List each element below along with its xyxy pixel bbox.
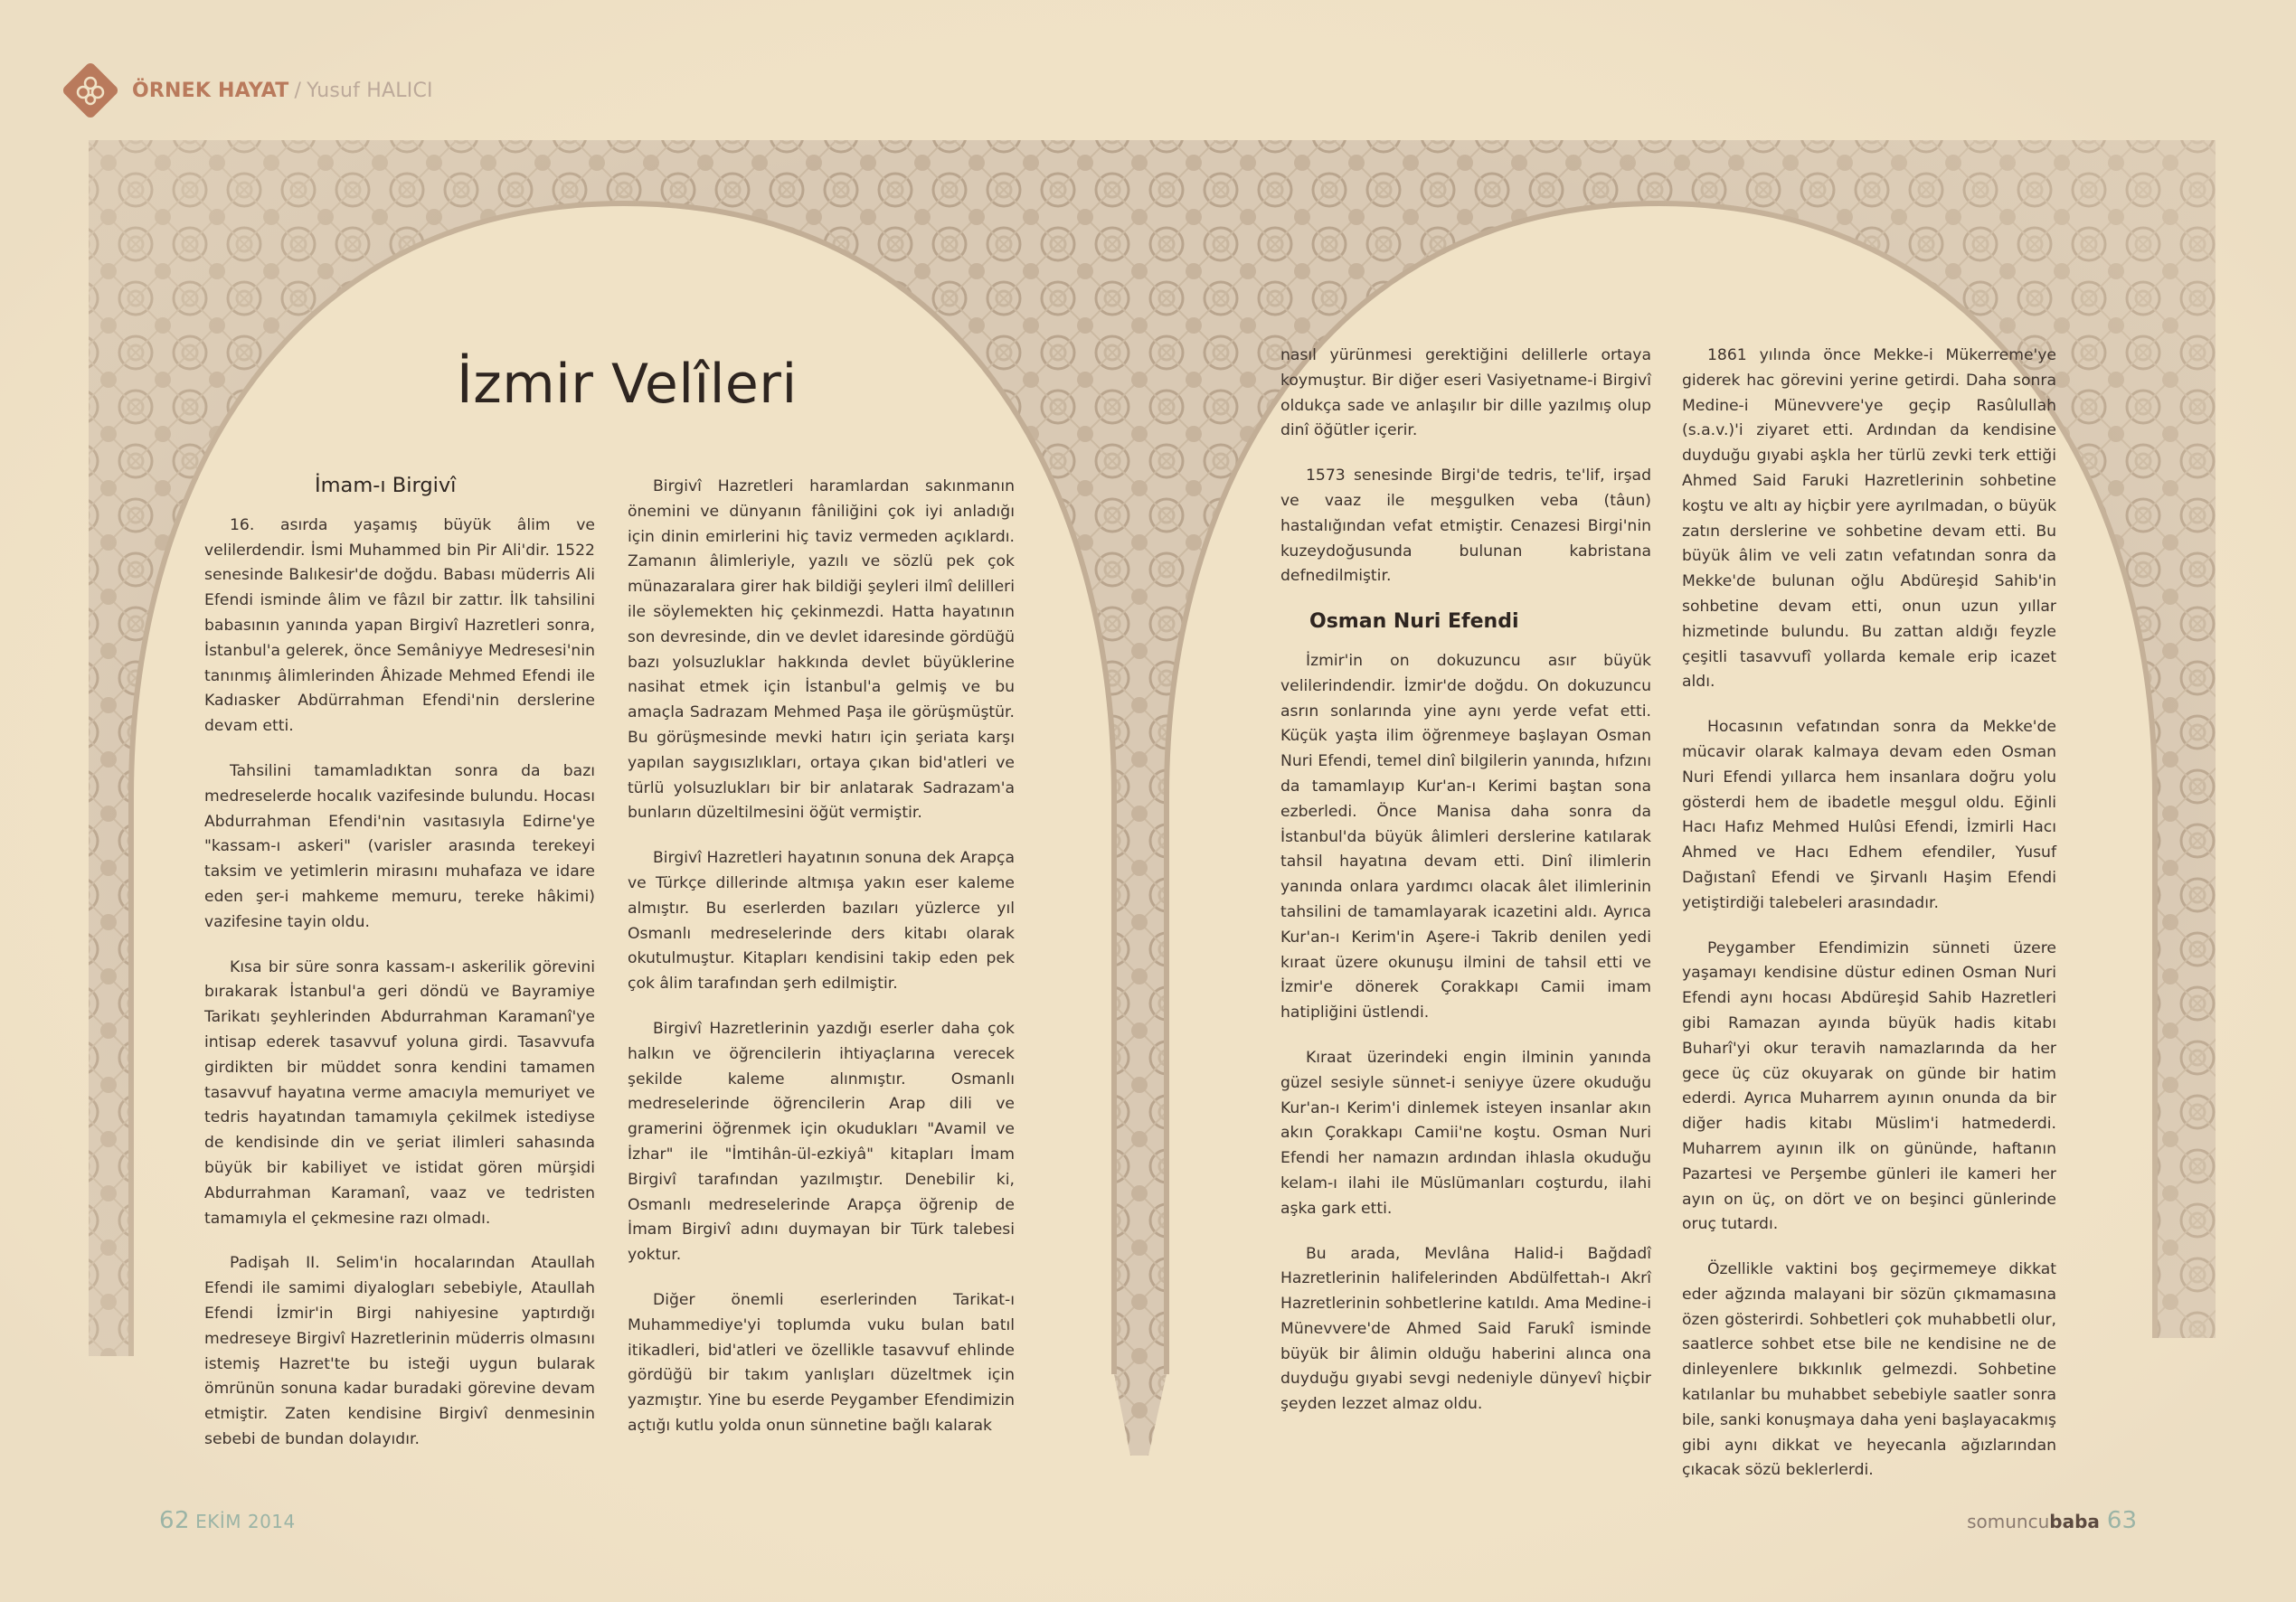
author-name: Yusuf HALICI — [307, 79, 433, 102]
brand-bold: baba — [2049, 1511, 2100, 1532]
section-name: ÖRNEK HAYAT — [132, 79, 289, 102]
header-text — [132, 80, 433, 102]
page-header — [61, 61, 433, 119]
footer-right — [1967, 1507, 2137, 1534]
page-number-right: 63 — [2106, 1507, 2137, 1534]
column-2 — [628, 475, 1015, 1459]
paragraph: Birgivî Hazretlerinin yazdığı eserler daha çok halkın ve öğrencilerin ihtiyaçlarına verecek şekilde kaleme alınmıştır. Osmanlı medreselerinde öğrencilerin Arap dili ve gramerini öğrenmek için okudukları "Avamil ve İzhar" ile "İmtihân-ül-ezkiyâ" kitapları İmam Birgivî tarafından yazılmıştır. Denebilir ki, Osmanlı medreselerinde Arapça öğrenip de İmam Birgivî adını duymayan bir Türk talebesi yoktur. — [628, 1019, 1015, 1265]
paragraph: Birgivî Hazretleri haramlardan sakınmanın önemini ve dünyanın fâniliğini çok iyi anladığı için dinin emirlerini hiç taviz vermeden açıklardı. Zamanın âlimleriyle, yazılı ve sözlü pek çok münazaralara girer hak bildiği şeyleri ilmî delilleri ile söylemekten hiç çekinmezdi. Hatta hayatının son devresinde, din ve devlet idaresinde gördüğü bazı yolsuzluklar hakkında devlet büyüklerine nasihat etmek için İstanbul'a gelmiş ve bu amaçla Sadrazam Mehmed Paşa ile görüşmüştür. Bu görüşmesinde mevki hatırı için şeriata karşı yapılan saygısızlıkları, ortaya çıkan bid'atleri ve türlü yolsuzlukları bir bir anlatarak Sadrazam'a bunların düzeltilmesini öğüt vermiştir. — [628, 477, 1015, 823]
paragraph: Hocasının vefatından sonra da Mekke'de mücavir olarak kalmaya devam eden Osman Nuri Efendi yıllarca hem insanlara doğru yolu gösterdi hem de ibadetle meşgul oldu. Eğinli Hacı Hafız Mehmed Hulûsi Efendi, İzmirli Hacı Ahmed ve Hacı Edhem efendiler, Yusuf Dağıstanî Efendi ve Şirvanlı Haşim Efendi yetiştirdiği talebeleri arasındadır. — [1682, 718, 2056, 912]
paragraph: 1573 senesinde Birgi'de tedris, te'lif, irşad ve vaaz ile meşgulken veba (tâun) hastalığından vefat etmiştir. Cenazesi Birgi'nin kuzeydoğusunda bulunan kabristana defnedilmiştir. — [1280, 466, 1651, 586]
paragraph: Kısa bir süre sonra kassam-ı askerilik görevini bırakarak İstanbul'a geri döndü ve Bayramiye Tarikatı şeyhlerinden Abdurrahman Karamanî'ye intisap ederek tasavvuf yoluna girdi. Tasavvufa girdikten bir müddet sonra kendini tamamen tasavvuf hayatına verme amacıyla memuriyet ve tedris hayatından tamamıyla çekilmek istediyse de kendisinde din ve şeriat ilimleri sahasında büyük bir kabiliyet ve istidat gören mürşidi Abdurrahman Karamanî, vaaz ve tedristen tamamıyla el çekmesine razı olmadı. — [204, 957, 595, 1228]
footer-left — [159, 1507, 296, 1534]
paragraph: Birgivî Hazretleri hayatının sonuna dek Arapça ve Türkçe dillerinde altmışa yakın eser kaleme almıştır. Bu eserlerden bazıları yüzlerce yıl Osmanlı medreselerinde ders kitabı olarak okutulmuştur. Kitapları kendisini takip eden pek çok âlim tarafından şerh edilmiştir. — [628, 849, 1015, 994]
column-1 — [204, 474, 595, 1473]
magazine-brand — [1967, 1511, 2100, 1532]
issue-date: EKİM 2014 — [195, 1511, 296, 1532]
paragraph: 16. asırda yaşamış büyük âlim ve velilerdendir. İsmi Muhammed bin Pir Ali'dir. 1522 senesinde Balıkesir'de doğdu. Babası müderris Ali Efendi isminde âlim ve fâzıl bir zattır. İlk tahsilini babasının yanında yapan Birgivî Hazretleri sonra, İstanbul'a gelerek, önce Semâniyye Medresesi'nin tanınmış âlimlerinden Âhizade Mehmed Efendi ile Kadıasker Abdürrahman Efendi'nin derslerine devam etti. — [204, 515, 595, 736]
paragraph: Peygamber Efendimizin sünneti üzere yaşamayı kendisine düstur edinen Osman Nuri Efendi aynı hocası Abdüreşid Sahib Hazretleri gibi Ramazan ayında büyük hadis kitabı Buharî'yi okur teravih namazlarında da her gece üç cüz okuyarak on günde bir hatim ederdi. Ayrıca Muharrem ayının onunda da bir diğer hadis kitabı Müslim'i hatmederdi. Muharrem ayının ilk on gününde, haftanın Pazartesi ve Perşembe günleri ile kameri her ayın on üç, on dört ve on beşinci günlerinde oruç tutardı. — [1682, 938, 2056, 1234]
brand-regular: somuncu — [1967, 1511, 2050, 1532]
paragraph: nasıl yürünmesi gerektiğini delillerle ortaya koymuştur. Bir diğer eseri Vasiyetname-i Birgivî oldukça sade ve anlaşılır bir dille yazılmış olup dinî öğütler içerir. — [1280, 346, 1651, 440]
paragraph: Bu arada, Mevlâna Halid-i Bağdadî Hazretlerinin halifelerinden Abdülfettah-ı Akrî Hazretlerinin sohbetlerine katıldı. Ama Medine-i Münevvere'de Ahmed Said Farukî isminde büyük bir âlimin olduğu haberini alınca ona duyduğu gıyabi sevgi nedeniyle dünyevî hiçbir şeyden lezzet almaz oldu. — [1280, 1244, 1651, 1414]
page-number-left: 62 — [159, 1507, 191, 1534]
section-heading: İmam-ı Birgivî — [315, 474, 457, 497]
paragraph: Padişah II. Selim'in hocalarından Ataullah Efendi ile samimi diyalogları sebebiyle, Ataullah Efendi İzmir'in Birgi nahiyesine yaptırdığı medreseye Birgivî Hazretlerinin müderris olmasını istemiş Hazret'te bu isteği uygun bularak ömrünün sonuna kadar buradaki görevine devam etmiştir. Zaten kendisine Birgivî denmesinin sebebi de bundan dolayıdır. — [204, 1254, 595, 1448]
paragraph: İzmir'in on dokuzuncu asır büyük velilerindendir. İzmir'de doğdu. On dokuzuncu asrın sonlarında yine aynı yerde vefat etti. Küçük yaşta ilim öğrenmeye başlayan Osman Nuri Efendi, temel dinî bilgilerin yanında, hıfzını da tamamlayıp Kur'an-ı Kerimi baştan sona ezberledi. Önce Manisa daha sonra da İstanbul'da büyük âlimleri derslerine katılarak tahsil hayatına devam etti. Dinî ilimlerin yanında onlara yardımcı olacak âlet ilimlerinin tahsilini de tamamlayarak icazetini aldı. Ayrıca Kur'an-ı Kerim'in Aşere-i Takrib denilen yedi kıraat üzere okunuşu ilmini de tahsil etti ve İzmir'e dönerek Çorakkapı Camii imam hatipliğini üstlendi. — [1280, 651, 1651, 1022]
paragraph: Tahsilini tamamladıktan sonra da bazı medreselerde hocalık vazifesinde bulundu. Hocası Abdurrahman Efendi'nin vasıtasıyla Edirne'ye "kassam-ı askeri" (varisler arasında terekeyi taksim ve yetimlerin mirasını muhafaza ve idare eden şer-i mahkeme memuru, tereke hâkimi) vazifesine tayin oldu. — [204, 761, 595, 931]
section-heading: Osman Nuri Efendi — [1309, 610, 1519, 634]
ornament-diamond-icon — [61, 61, 119, 119]
header-separator: / — [294, 79, 302, 102]
column-3 — [1280, 344, 1651, 1437]
article-title: İzmir Velîleri — [457, 353, 798, 416]
paragraph: Özellikle vaktini boş geçirmemeye dikkat eder ağzında malayani bir sözün çıkmamasına özen gösterirdi. Sohbetleri çok muhabbetli olur, saatlerce sohbet etse bile ne kendisine ne de dinleyenlere bıkkınlık gelmezdi. Sohbetine katılanlar bu muhabbet sebebiyle saatler sonra bile, sanki konuşmaya daha yeni başlayacakmış gibi aynı dikkat ve heyecanla ağızlarından çıkacak sözü beklerlerdi. — [1682, 1260, 2056, 1480]
paragraph: 1861 yılında önce Mekke-i Mükerreme'ye giderek hac görevini yerine getirdi. Daha sonra Medine-i Münevvere'ye geçip Rasûlullah (s.a.v.)'i ziyaret etti. Ardından da kendisine duyduğu gıyabi aşkla her türlü zevki terk ettiği Ahmed Said Faruki Hazretlerinin sohbetine koştu ve altı ay hiçbir yere ayrılmadan, o büyük zatın derslerine ve sohbetine devam etti. Bu büyük âlim ve veli zatın vefatından sonra da Mekke'de bulunan oğlu Abdüreşid Sahib'in sohbetine devam etti, onun uzun yıllar hizmetinde bulundu. Bu zattan aldığı feyzle çeşitli tasavvufî yollarda kemale erip icazet aldı. — [1682, 346, 2056, 692]
column-4 — [1682, 344, 2056, 1503]
paragraph: Kıraat üzerindeki engin ilminin yanında güzel sesiyle sünnet-i seniyye üzere okuduğu Kur'an-ı Kerim'i dinlemek isteyen insanlar akın akın Çorakkapı Camii'ne koştu. Osman Nuri Efendi her namazın ardından ihlasla okuduğu kelam-ı ilahi ile Müslümanları coşturdu, ilahi aşka gark etti. — [1280, 1048, 1651, 1218]
paragraph: Diğer önemli eserlerinden Tarikat-ı Muhammediye'yi toplumda vuku bulan batıl itikadleri, bid'atleri ve özellikle tasavvuf ehlinde gördüğü bir takım yanlışları düzeltmek için yazmıştır. Yine bu eserde Peygamber Efendimizin açtığı kutlu yolda onun sünnetine bağlı kalarak — [628, 1290, 1015, 1435]
